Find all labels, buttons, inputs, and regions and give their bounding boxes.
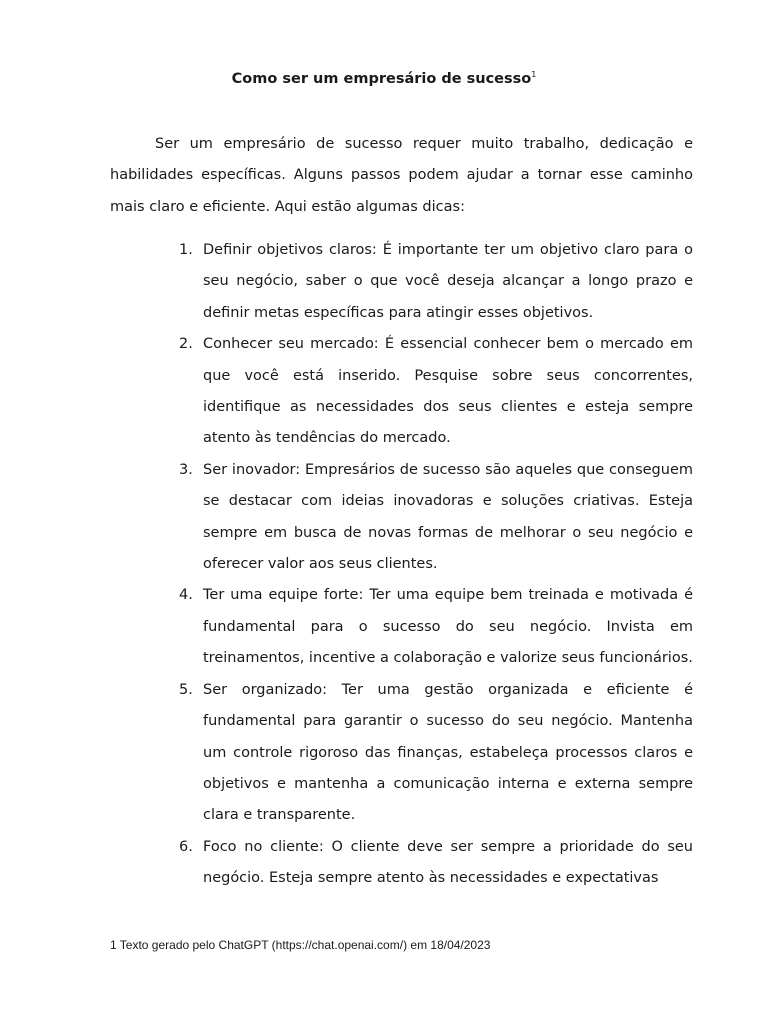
document-title-text: Como ser um empresário de sucesso xyxy=(231,70,532,87)
list-item xyxy=(175,235,693,329)
list-item-number: 6. xyxy=(179,838,193,855)
list-item-number: 4. xyxy=(179,587,193,604)
list-item xyxy=(175,832,693,895)
list-item-text: Definir objetivos claros: É importante ter um objetivo claro para o seu negócio, saber o que você deseja alcançar a longo prazo e definir metas específicas para atingir esses objetivos. xyxy=(203,242,693,321)
list-item-text: Foco no cliente: O cliente deve ser sempre a prioridade do seu negócio. Esteja sempre atento às necessidades e expectativas xyxy=(203,838,693,887)
tips-list xyxy=(175,235,693,895)
title-footnote-ref: 1 xyxy=(531,70,537,79)
list-item xyxy=(175,455,693,581)
list-item-number: 2. xyxy=(179,336,193,353)
list-item xyxy=(175,580,693,674)
list-item-text: Ter uma equipe forte: Ter uma equipe bem treinada e motivada é fundamental para o sucesso do seu negócio. Invista em treinamentos, incentive a colaboração e valorize seus funcionários. xyxy=(203,587,693,667)
footnote xyxy=(110,938,693,952)
list-item xyxy=(175,675,693,832)
list-item xyxy=(175,329,693,455)
list-item-number: 1. xyxy=(179,242,193,258)
footnote-text: 1 Texto gerado pelo ChatGPT (https://chat.openai.com/) em 18/04/2023 xyxy=(110,938,491,952)
list-item-text: Ser inovador: Empresários de sucesso são aqueles que conseguem se destacar com ideias inovadoras e soluções criativas. Esteja sempre em busca de novas formas de melhorar o seu negócio e oferecer valor aos seus clientes. xyxy=(203,461,693,573)
document-title xyxy=(0,70,768,87)
intro-paragraph: Ser um empresário de sucesso requer muito trabalho, dedicação e habilidades específicas. Alguns passos podem ajudar a tornar esse caminho mais claro e eficiente. Aqui estão algumas dicas: xyxy=(110,136,693,215)
list-item-number: 5. xyxy=(179,681,193,698)
list-item-number: 3. xyxy=(179,461,193,478)
list-item-text: Conhecer seu mercado: É essencial conhecer bem o mercado em que você está inserido. Pesquise sobre seus concorrentes, identifique as necessidades dos seus clientes e esteja sempre atento às tendências do mercado. xyxy=(203,336,693,447)
list-item-text: Ser organizado: Ter uma gestão organizada e eficiente é fundamental para garantir o sucesso do seu negócio. Mantenha um controle rigoroso das finanças, estabeleça processos claros e objetivos e mantenha a comunicação interna e externa sempre clara e transparente. xyxy=(203,681,693,824)
